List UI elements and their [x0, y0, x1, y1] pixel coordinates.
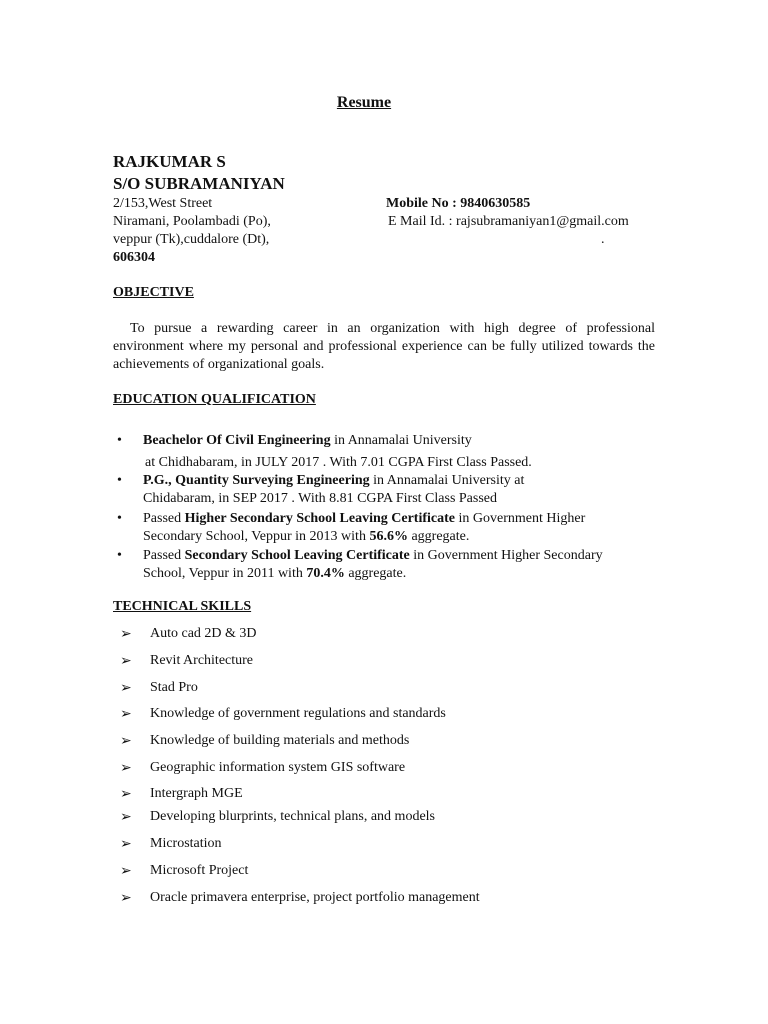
mobile-label: Mobile No :	[386, 196, 457, 211]
bullet-icon: •	[117, 511, 122, 526]
arrow-bullet-icon: ➢	[120, 837, 132, 852]
arrow-bullet-icon: ➢	[120, 810, 132, 825]
email-label: E Mail Id. :	[388, 214, 453, 229]
arrow-bullet-icon: ➢	[120, 864, 132, 879]
document-title: Resume	[336, 94, 392, 111]
arrow-bullet-icon: ➢	[120, 891, 132, 906]
degree-institution: in Annamalai University at	[369, 473, 525, 488]
arrow-bullet-icon: ➢	[120, 787, 132, 802]
mobile-row	[386, 196, 530, 212]
address-pincode: 606304	[113, 250, 155, 265]
degree-institution: in Annamalai University	[330, 433, 472, 448]
objective-text	[113, 320, 655, 374]
bullet-icon: •	[117, 473, 122, 488]
aggregate-percent: 56.6%	[369, 529, 408, 544]
arrow-bullet-icon: ➢	[120, 734, 132, 749]
candidate-name: RAJKUMAR S	[113, 152, 226, 171]
mobile-number: 9840630585	[460, 196, 531, 211]
degree-name: Beachelor Of Civil Engineering	[143, 433, 331, 448]
address-line-2: Niramani, Poolambadi (Po),	[113, 214, 271, 229]
email-row	[388, 214, 629, 230]
degree-details: Chidabaram, in SEP 2017 . With 8.81 CGPA First Class Passed	[143, 491, 498, 506]
arrow-bullet-icon: ➢	[120, 654, 132, 669]
certificate-name: Secondary School Leaving Certificate	[184, 548, 410, 563]
aggregate-percent: 70.4%	[306, 566, 345, 581]
certificate-details: Secondary School, Veppur in 2013 with 56.6% aggregate.	[143, 529, 470, 544]
skills-heading: TECHNICAL SKILLS	[113, 599, 252, 614]
bullet-icon: •	[117, 433, 122, 448]
bullet-icon: •	[117, 548, 122, 563]
degree-name: P.G., Quantity Surveying Engineering	[143, 473, 370, 488]
address-line-1: 2/153,West Street	[113, 196, 213, 211]
arrow-bullet-icon: ➢	[120, 681, 132, 696]
degree-details: at Chidhabaram, in JULY 2017 . With 7.01 CGPA First Class Passed.	[145, 455, 532, 470]
arrow-bullet-icon: ➢	[120, 707, 132, 722]
stray-dot: .	[601, 232, 605, 247]
certificate-name: Higher Secondary School Leaving Certificate	[184, 511, 455, 526]
education-heading: EDUCATION QUALIFICATION	[113, 392, 316, 407]
candidate-relation: S/O SUBRAMANIYAN	[113, 174, 285, 193]
certificate-details: School, Veppur in 2011 with 70.4% aggregate.	[143, 566, 407, 581]
objective-body: To pursue a rewarding career in an organization with high degree of professional environment where my personal and professional experience can be fully utilized towards the achievements of organizational goals.	[113, 321, 655, 372]
arrow-bullet-icon: ➢	[120, 761, 132, 776]
address-line-3: veppur (Tk),cuddalore (Dt),	[113, 232, 270, 247]
email-address: rajsubramaniyan1@gmail.com	[456, 214, 629, 229]
objective-heading: OBJECTIVE	[113, 285, 194, 300]
arrow-bullet-icon: ➢	[120, 627, 132, 642]
